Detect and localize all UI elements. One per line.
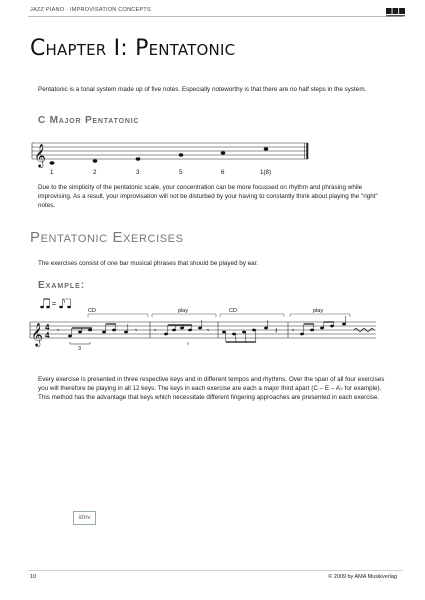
bracket-label: play bbox=[178, 308, 189, 314]
degree-label: 1(8) bbox=[260, 169, 272, 176]
scale-heading: C Major Pentatonic bbox=[38, 115, 140, 126]
exercises-heading: Pentatonic Exercises bbox=[30, 229, 184, 246]
chapter-title: Chapter I: Pentatonic bbox=[30, 36, 236, 61]
degree-label: 3 bbox=[136, 169, 140, 176]
degree-label: 2 bbox=[93, 169, 97, 176]
simplicity-paragraph: Due to the simplicity of the pentatonic scale, your concentration can be more focussed on rhythm and phrasing while improvising. As a result, your improvisation will not be disturbed by your having to constantly think about playing the "right" notes. bbox=[38, 184, 378, 210]
page-number: 10 bbox=[30, 574, 37, 580]
note-c-octave bbox=[264, 147, 269, 150]
svg-text:𝄾: 𝄾 bbox=[135, 326, 138, 335]
copyright: © 2009 by AMA Musikverlag bbox=[328, 574, 397, 580]
degree-label: 6 bbox=[221, 169, 225, 176]
measure-4-notes bbox=[292, 316, 346, 335]
svg-text:𝄾: 𝄾 bbox=[207, 326, 210, 335]
note-e bbox=[136, 157, 141, 160]
degree-label: 5 bbox=[179, 169, 183, 176]
treble-clef-icon: 𝄞 bbox=[34, 143, 46, 167]
svg-text:𝄽: 𝄽 bbox=[275, 326, 278, 335]
header-rule bbox=[28, 16, 403, 17]
intro-paragraph: Pentatonic is a tonal system made up of five notes. Especially noteworthy is that there are no half steps in the system. bbox=[38, 86, 367, 93]
treble-clef-icon: 𝄞 bbox=[31, 322, 43, 346]
publisher-logo bbox=[386, 4, 405, 13]
pentatonic-scale-staff bbox=[30, 138, 320, 172]
example-staff bbox=[28, 296, 378, 356]
svg-text:𝄾: 𝄾 bbox=[292, 326, 295, 335]
closing-paragraph: Every exercise is presented in three respective keys and in different tempos and rhythms. Over the span of all four exercises you will therefore be playing in all 12 keys. The keys in each exercise are each a major third apart (C – E – A♭ for example). This method has the advantage that keys which necessitate different fingering approaches are presented in each exercise. bbox=[38, 376, 385, 402]
measure-3-notes bbox=[222, 320, 278, 342]
bracket-label: CD bbox=[229, 308, 237, 314]
exercises-paragraph: The exercises consist of one bar musical phrases that should be played by ear. bbox=[38, 260, 259, 267]
svg-text:𝄾: 𝄾 bbox=[57, 326, 60, 335]
bracket-label: play bbox=[313, 308, 324, 314]
bracket-label: CD bbox=[88, 308, 96, 314]
time-signature: 4 bbox=[45, 331, 50, 340]
triplet-number: 3 bbox=[78, 346, 82, 352]
measure-2-notes bbox=[154, 320, 209, 345]
running-head: JAZZ PIANO · IMPROVISATION CONCEPTS bbox=[30, 7, 151, 13]
time-signature: 4 bbox=[45, 323, 50, 332]
swing-indication-icon bbox=[40, 299, 71, 308]
note-g bbox=[179, 153, 184, 156]
note-a bbox=[221, 151, 226, 154]
note-d bbox=[93, 159, 98, 162]
stamp-watermark: idnv bbox=[73, 511, 96, 525]
example-heading: Example: bbox=[38, 280, 86, 291]
degree-label: 1 bbox=[50, 169, 54, 176]
svg-text:=: = bbox=[52, 301, 57, 308]
svg-text:𝄾: 𝄾 bbox=[154, 326, 157, 335]
footer-rule bbox=[28, 570, 403, 571]
